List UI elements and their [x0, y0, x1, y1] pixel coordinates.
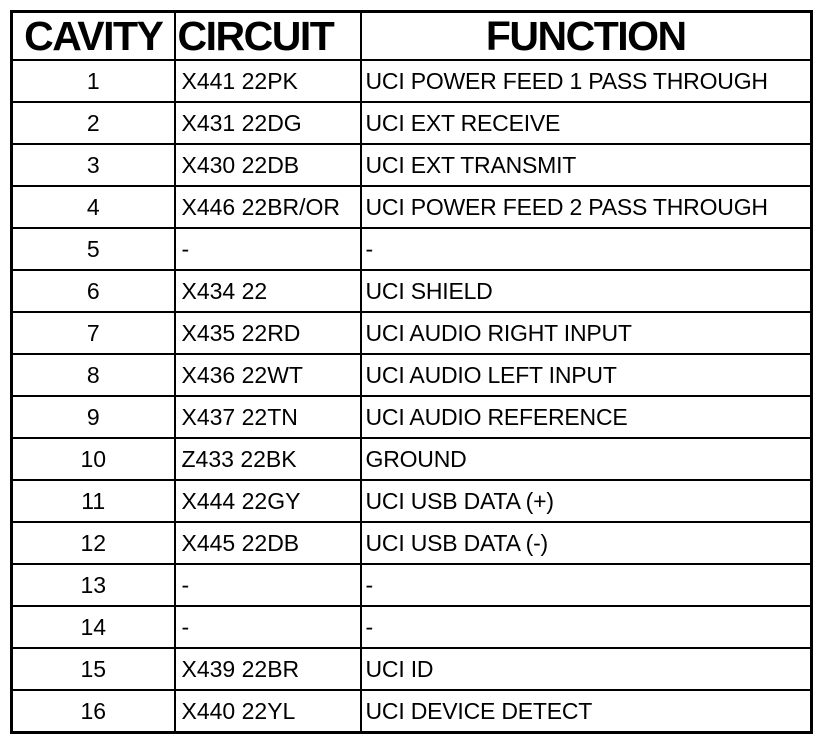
function-cell: UCI AUDIO LEFT INPUT — [361, 354, 812, 396]
function-cell: UCI EXT TRANSMIT — [361, 144, 812, 186]
cavity-cell: 13 — [12, 564, 175, 606]
header-row — [12, 12, 812, 61]
cavity-cell: 1 — [12, 60, 175, 102]
cavity-cell: 10 — [12, 438, 175, 480]
function-cell: UCI SHIELD — [361, 270, 812, 312]
function-cell: - — [361, 228, 812, 270]
table-row — [12, 438, 812, 480]
table-row — [12, 480, 812, 522]
circuit-cell: Z433 22BK — [175, 438, 361, 480]
function-cell: UCI USB DATA (+) — [361, 480, 812, 522]
function-cell: UCI AUDIO REFERENCE — [361, 396, 812, 438]
function-cell: - — [361, 564, 812, 606]
table-row — [12, 564, 812, 606]
table-row — [12, 228, 812, 270]
table-row — [12, 354, 812, 396]
table-header — [12, 12, 812, 61]
circuit-cell: X436 22WT — [175, 354, 361, 396]
connector-pinout-table — [10, 10, 813, 734]
circuit-cell: X430 22DB — [175, 144, 361, 186]
header-circuit: CIRCUIT — [175, 12, 361, 61]
cavity-cell: 6 — [12, 270, 175, 312]
function-cell: UCI POWER FEED 2 PASS THROUGH — [361, 186, 812, 228]
circuit-cell: - — [175, 606, 361, 648]
header-function: FUNCTION — [361, 12, 812, 61]
circuit-cell: X444 22GY — [175, 480, 361, 522]
table-row — [12, 270, 812, 312]
table-row — [12, 102, 812, 144]
cavity-cell: 7 — [12, 312, 175, 354]
table-row — [12, 186, 812, 228]
function-cell: UCI DEVICE DETECT — [361, 690, 812, 733]
cavity-cell: 4 — [12, 186, 175, 228]
table-row — [12, 648, 812, 690]
cavity-cell: 3 — [12, 144, 175, 186]
circuit-cell: X440 22YL — [175, 690, 361, 733]
circuit-cell: X437 22TN — [175, 396, 361, 438]
cavity-cell: 11 — [12, 480, 175, 522]
table-row — [12, 690, 812, 733]
header-cavity: CAVITY — [12, 12, 175, 61]
cavity-cell: 12 — [12, 522, 175, 564]
function-cell: UCI ID — [361, 648, 812, 690]
circuit-cell: X446 22BR/OR — [175, 186, 361, 228]
function-cell: UCI EXT RECEIVE — [361, 102, 812, 144]
function-cell: GROUND — [361, 438, 812, 480]
cavity-cell: 9 — [12, 396, 175, 438]
table-row — [12, 312, 812, 354]
table-row — [12, 522, 812, 564]
function-cell: UCI POWER FEED 1 PASS THROUGH — [361, 60, 812, 102]
table-row — [12, 396, 812, 438]
circuit-cell: - — [175, 564, 361, 606]
table-row — [12, 144, 812, 186]
function-cell: UCI AUDIO RIGHT INPUT — [361, 312, 812, 354]
circuit-cell: X445 22DB — [175, 522, 361, 564]
table-row — [12, 60, 812, 102]
circuit-cell: X435 22RD — [175, 312, 361, 354]
table-row — [12, 606, 812, 648]
circuit-cell: X439 22BR — [175, 648, 361, 690]
cavity-cell: 8 — [12, 354, 175, 396]
table-body — [12, 60, 812, 733]
cavity-cell: 5 — [12, 228, 175, 270]
function-cell: - — [361, 606, 812, 648]
circuit-cell: X434 22 — [175, 270, 361, 312]
cavity-cell: 2 — [12, 102, 175, 144]
function-cell: UCI USB DATA (-) — [361, 522, 812, 564]
circuit-cell: X431 22DG — [175, 102, 361, 144]
circuit-cell: X441 22PK — [175, 60, 361, 102]
cavity-cell: 14 — [12, 606, 175, 648]
cavity-cell: 16 — [12, 690, 175, 733]
cavity-cell: 15 — [12, 648, 175, 690]
circuit-cell: - — [175, 228, 361, 270]
